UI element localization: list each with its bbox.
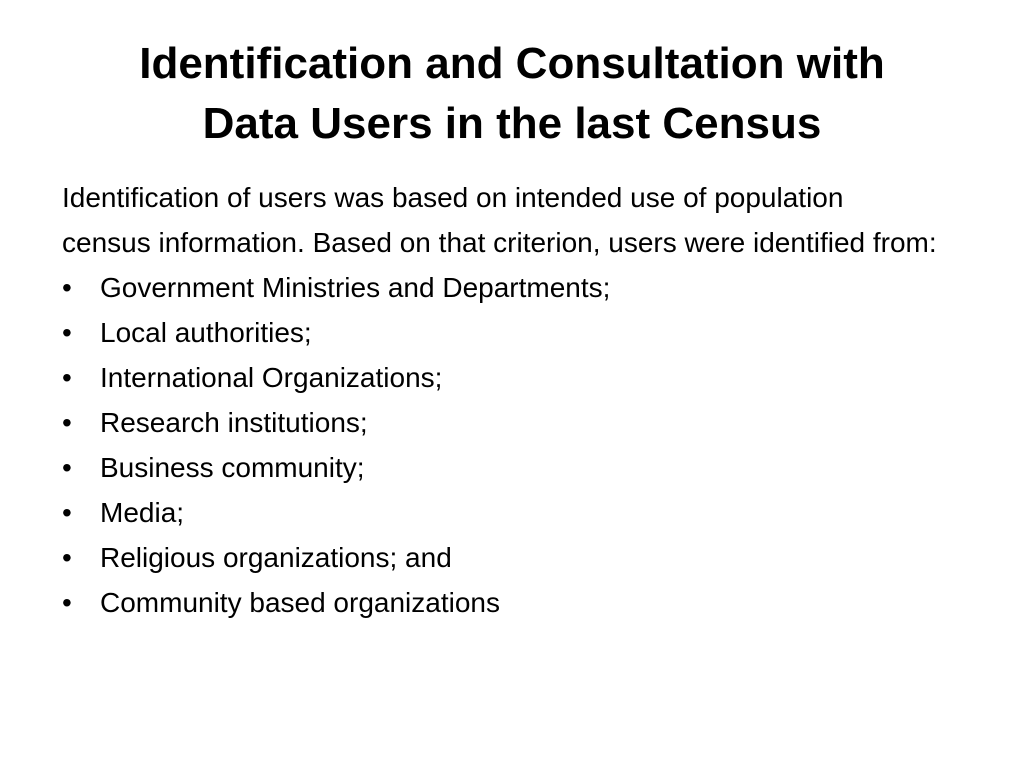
bullet-icon: •	[62, 272, 72, 303]
bullet-icon: •	[62, 317, 72, 348]
list-item-label: Business community;	[100, 452, 365, 483]
list-item	[62, 271, 982, 305]
list-item	[62, 496, 982, 530]
list-item-label: International Organizations;	[100, 362, 443, 393]
bullet-icon: •	[62, 497, 72, 528]
list-item	[62, 451, 982, 485]
slide-body	[62, 181, 982, 631]
list-item-label: Media;	[100, 497, 185, 528]
intro-paragraph-2: census information. Based on that criterion, users were identified from:	[62, 227, 937, 258]
list-item	[62, 361, 982, 395]
bullet-icon: •	[62, 452, 72, 483]
list-item-label: Religious organizations; and	[100, 542, 452, 573]
intro-paragraph-1: Identification of users was based on intended use of population	[62, 182, 844, 213]
list-item-label: Local authorities;	[100, 317, 312, 348]
bullet-icon: •	[62, 587, 72, 618]
list-item	[62, 541, 982, 575]
title-line-2: Data Users in the last Census	[202, 99, 822, 148]
slide-title	[40, 34, 984, 154]
bullet-icon: •	[62, 407, 72, 438]
list-item	[62, 316, 982, 350]
bullet-icon: •	[62, 362, 72, 393]
list-item-label: Community based organizations	[100, 587, 500, 618]
list-item	[62, 406, 982, 440]
user-group-list	[62, 271, 982, 620]
list-item-label: Government Ministries and Departments;	[100, 272, 611, 303]
bullet-icon: •	[62, 542, 72, 573]
list-item-label: Research institutions;	[100, 407, 368, 438]
list-item	[62, 586, 982, 620]
title-line-1: Identification and Consultation with	[139, 39, 885, 88]
